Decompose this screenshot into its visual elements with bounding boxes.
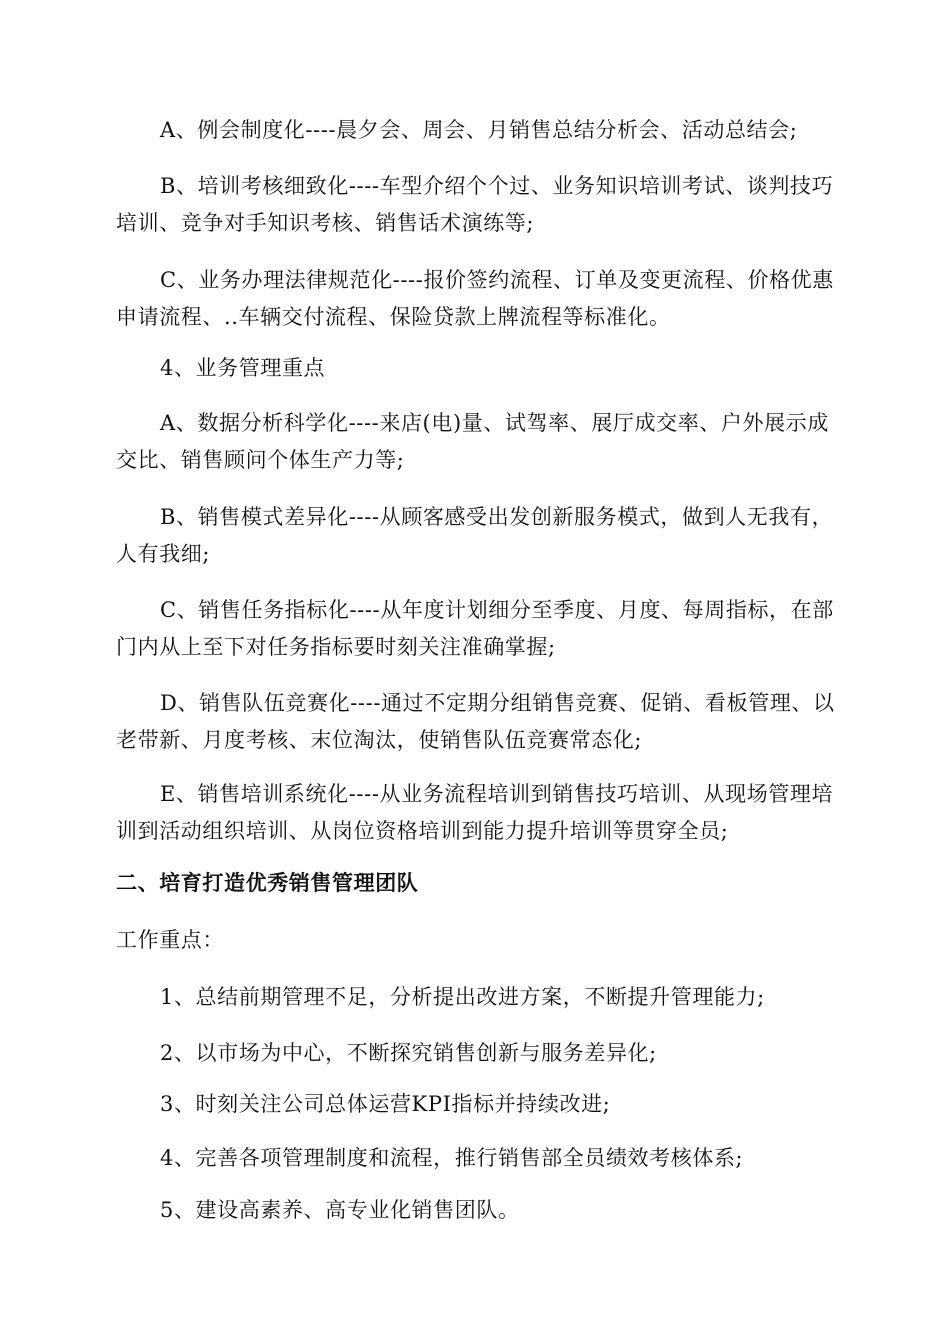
list-item-5: 5、建设高素养、高专业化销售团队。 bbox=[160, 1198, 520, 1222]
paragraph-data-analysis: A、数据分析科学化----来店(电)量、试驾率、展厅成交率、户外展示成交比、销售顾问个体生产力等; bbox=[116, 411, 829, 472]
section-heading-business-management: 4、业务管理重点 bbox=[160, 356, 326, 380]
section-title-management-team: 二、培育打造优秀销售管理团队 bbox=[116, 871, 419, 895]
label-work-focus: 工作重点： bbox=[116, 928, 224, 952]
list-item-2: 2、以市场为中心，不断探究销售创新与服务差异化; bbox=[160, 1041, 657, 1065]
paragraph-training-assessment: B、培训考核细致化----车型介绍个个过、业务知识培训考试、谈判技巧培训、竞争对手知识考核、销售话术演练等; bbox=[116, 174, 834, 235]
paragraph-business-process: C、业务办理法律规范化----报价签约流程、订单及变更流程、价格优惠申请流程、..车辆交付流程、保险贷款上牌流程等标准化。 bbox=[116, 268, 834, 329]
list-item-4: 4、完善各项管理制度和流程，推行销售部全员绩效考核体系; bbox=[160, 1146, 744, 1170]
paragraph-sales-targets: C、销售任务指标化----从年度计划细分至季度、月度、每周指标，在部门内从上至下对任务指标要时刻关注准确掌握; bbox=[116, 598, 834, 659]
paragraph-sales-training: E、销售培训系统化----从业务流程培训到销售技巧培训、从现场管理培训到活动组织培训、从岗位资格培训到能力提升培训等贯穿全员; bbox=[116, 782, 834, 843]
paragraph-sales-competition: D、销售队伍竞赛化----通过不定期分组销售竞赛、促销、看板管理、以老带新、月度考核、末位淘汰，使销售队伍竞赛常态化; bbox=[116, 691, 835, 752]
list-item-3: 3、时刻关注公司总体运营KPI指标并持续改进; bbox=[160, 1092, 611, 1116]
list-item-1: 1、总结前期管理不足，分析提出改进方案，不断提升管理能力; bbox=[160, 985, 765, 1009]
paragraph-sales-model: B、销售模式差异化----从顾客感受出发创新服务模式，做到人无我有，人有我细; bbox=[116, 505, 834, 566]
paragraph-meeting-system: A、例会制度化----晨夕会、周会、月销售总结分析会、活动总结会; bbox=[160, 118, 798, 142]
